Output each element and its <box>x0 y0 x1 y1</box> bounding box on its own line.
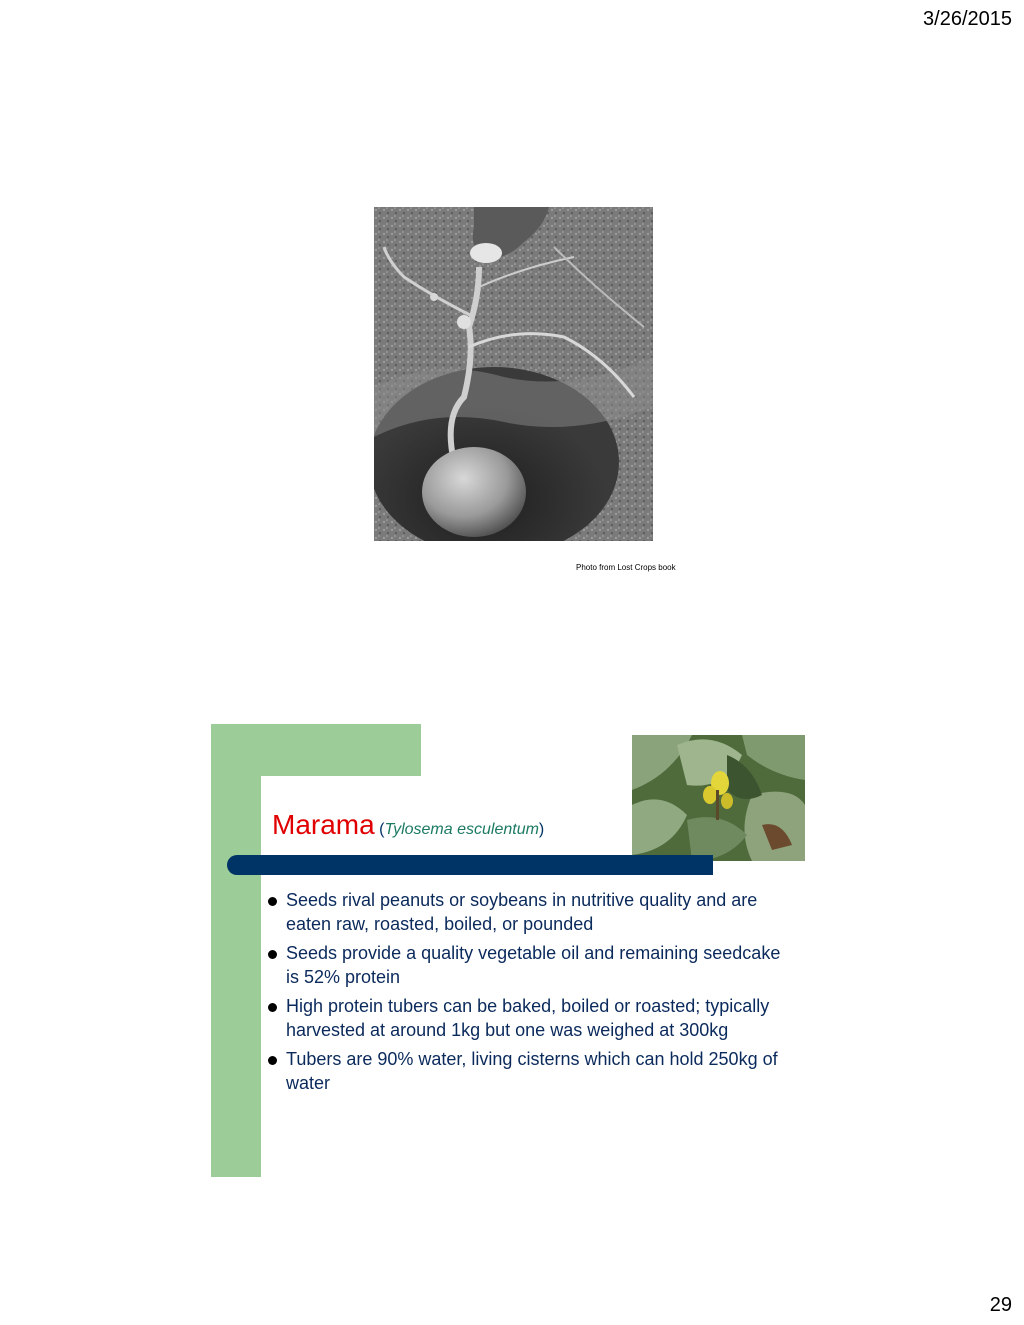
bullet-icon <box>268 1056 277 1065</box>
print-date: 3/26/2015 <box>923 8 1012 30</box>
marama-slide <box>211 724 811 1177</box>
list-item: High protein tubers can be baked, boiled or roasted; typically harvested at around 1kg but one was weighed at 300kg <box>263 994 783 1042</box>
accent-bar-vertical <box>211 724 261 1177</box>
bullet-icon <box>268 950 277 959</box>
marama-plant-photo <box>632 735 805 861</box>
bullet-list <box>263 888 783 1100</box>
list-item: Seeds rival peanuts or soybeans in nutritive quality and are eaten raw, roasted, boiled, or pounded <box>263 888 783 936</box>
photo-credit: Photo from Lost Crops book <box>576 563 676 572</box>
title-scientific-name: (Tylosema esculentum) <box>379 821 545 838</box>
tuber-excavation-photo <box>374 207 653 541</box>
bullet-icon <box>268 1003 277 1012</box>
title-underline-bar <box>227 855 713 875</box>
slide-title <box>272 809 544 841</box>
page-number: 29 <box>989 1294 1012 1316</box>
bullet-icon <box>268 897 277 906</box>
accent-bar-top <box>211 724 421 776</box>
list-item: Seeds provide a quality vegetable oil and remaining seedcake is 52% protein <box>263 941 783 989</box>
list-item: Tubers are 90% water, living cisterns which can hold 250kg of water <box>263 1047 783 1095</box>
title-common-name: Marama <box>272 809 375 840</box>
